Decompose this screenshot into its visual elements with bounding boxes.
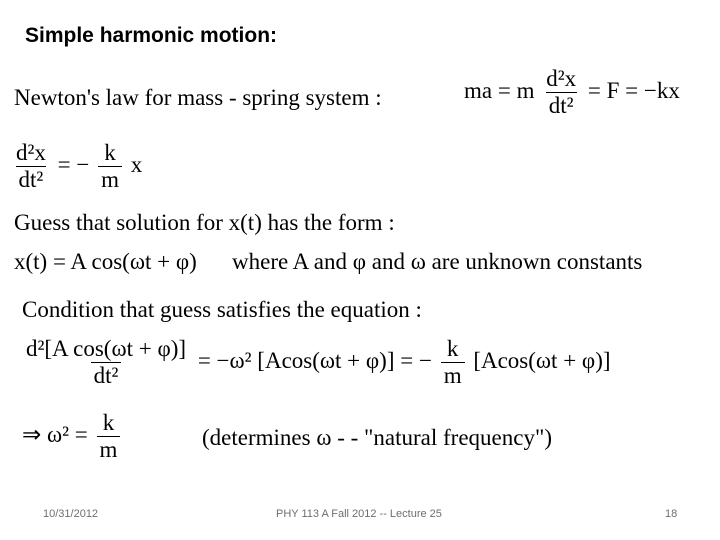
fraction-denominator: m	[441, 362, 465, 389]
second-derivative-fraction	[543, 66, 579, 119]
equation-of-motion	[10, 140, 142, 193]
slide-title: Simple harmonic motion:	[25, 24, 278, 47]
omega-squared-equals: ⇒ ω² =	[22, 421, 88, 447]
fraction-numerator: d²[A cos(ωt + φ)]	[26, 336, 187, 361]
fraction-numerator: d²x	[546, 66, 577, 91]
omega-result	[22, 410, 123, 463]
constants-statement: where A and φ and ω are unknown constants	[232, 249, 643, 274]
fraction-denominator: m	[98, 166, 122, 193]
newtons-law-equation	[464, 66, 680, 119]
fraction-numerator: d²x	[16, 140, 46, 165]
k-over-m-fraction	[98, 140, 122, 193]
bracket-term: [Acos(ωt + φ)]	[473, 347, 611, 373]
fraction-denominator: m	[97, 436, 121, 463]
k-over-m-fraction	[441, 336, 465, 389]
newtons-law-lhs: ma = m	[464, 77, 535, 103]
k-over-m-fraction	[97, 410, 121, 463]
equals-minus: = −	[400, 347, 432, 373]
substitution-equation	[20, 336, 611, 389]
equals-minus-omega-squared: = −ω²	[197, 347, 252, 373]
x-variable: x	[130, 151, 143, 177]
fraction-numerator: k	[102, 410, 115, 435]
condition-statement: Condition that guess satisfies the equation :	[22, 297, 422, 322]
guess-statement: Guess that solution for x(t) has the form :	[14, 210, 395, 235]
newtons-law-label: Newton's law for mass - spring system :	[14, 85, 382, 110]
guess-equation: x(t) = A cos(ωt + φ)	[14, 249, 197, 274]
bracket-term: [Acos(ωt + φ)]	[257, 347, 395, 373]
fraction-numerator: k	[446, 336, 459, 361]
newtons-law-rhs: = F = −kx	[587, 77, 680, 103]
fraction-denominator: dt²	[16, 166, 47, 193]
natural-frequency-note: (determines ω - - "natural frequency")	[202, 425, 553, 450]
fraction-denominator: dt²	[91, 362, 122, 389]
footer-course: PHY 113 A Fall 2012 -- Lecture 25	[276, 508, 442, 520]
fraction-numerator: k	[104, 140, 116, 165]
fraction-denominator: dt²	[546, 92, 577, 119]
second-derivative-guess-fraction	[23, 336, 189, 389]
acceleration-fraction	[13, 140, 49, 193]
footer-page-number: 18	[665, 508, 678, 520]
footer-date: 10/31/2012	[43, 508, 99, 520]
equals-minus: = −	[57, 151, 90, 177]
